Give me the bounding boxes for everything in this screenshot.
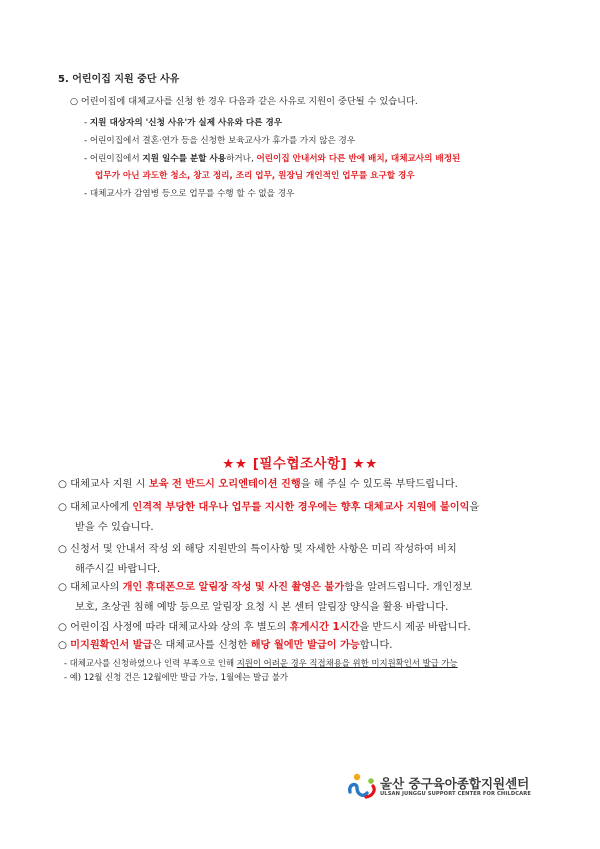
required-item-2: ○ 대체교사에게 인격적 부당한 대우나 업무를 지시한 경우에는 향후 대체교사 지원에 불이익을 (58, 502, 480, 513)
required-item-4: ○ 대체교사의 개인 휴대폰으로 알림장 작성 및 사진 촬영은 불가함을 알려드립니다. 개인정보 (58, 582, 473, 593)
required-item-2-cont: 받을 수 있습니다. (75, 522, 154, 533)
bullet-4: - 대체교사가 감염병 등으로 업무를 수행 할 수 없을 경우 (84, 189, 295, 199)
section-title: 5. 어린이집 지원 중단 사유 (58, 74, 180, 85)
bullet-3: - 어린이집에서 지원 일수를 분할 사용하거나, 어린이집 안내서와 다른 반에 배치, 대체교사의 배정된 (84, 154, 461, 164)
center-logo-subtitle: ULSAN JUNGGU SUPPORT CENTER FOR CHILDCARE (380, 791, 531, 797)
section-intro: ○ 어린이집에 대체교사를 신청 한 경우 다음과 같은 사유로 지원이 중단될 수 있습니다. (70, 96, 418, 107)
center-logo-icon (345, 772, 379, 802)
center-logo (345, 771, 595, 803)
note-2: - 예) 12월 신청 건은 12월에만 발급 가능, 1월에는 발급 불가 (64, 672, 289, 682)
required-item-3: ○ 신청서 및 안내서 작성 외 해당 지원반의 특이사항 및 자세한 사항은 미리 작성하여 비치 (58, 544, 457, 555)
bullet-2: - 어린이집에서 결혼·연가 등을 신청한 보육교사가 휴가를 가지 않은 경우 (84, 136, 356, 146)
required-item-1: ○ 대체교사 지원 시 보육 전 반드시 오리엔테이션 진행을 해 주실 수 있도록 부탁드립니다. (58, 479, 458, 490)
bullet-3-cont: 업무가 아닌 과도한 청소, 창고 정리, 조리 업무, 원장님 개인적인 업무를 요구할 경우 (95, 171, 415, 181)
center-logo-name: 울산 중구육아종합지원센터 (380, 776, 530, 791)
required-item-6: ○ 미지원확인서 발급은 대체교사를 신청한 해당 월에만 발급이 가능합니다. (58, 640, 393, 651)
required-item-5: ○ 어린이집 사정에 따라 대체교사와 상의 후 별도의 휴게시간 1시간을 반드시 제공 바랍니다. (58, 622, 471, 633)
note-1: - 대체교사를 신청하였으나 인력 부족으로 인해 지원이 어려운 경우 직접채용을 위한 미지원확인서 발급 가능 (64, 658, 458, 668)
required-item-4-cont: 보호, 초상권 침해 예방 등으로 알림장 요청 시 본 센터 알림장 양식을 활용 바랍니다. (75, 602, 449, 613)
bullet-1: - 지원 대상자의 '신청 사유'가 실제 사유와 다른 경우 (84, 118, 283, 128)
required-title: ★★ [필수협조사항] ★★ (222, 456, 378, 472)
required-item-3-cont: 해주시길 바랍니다. (75, 564, 161, 575)
